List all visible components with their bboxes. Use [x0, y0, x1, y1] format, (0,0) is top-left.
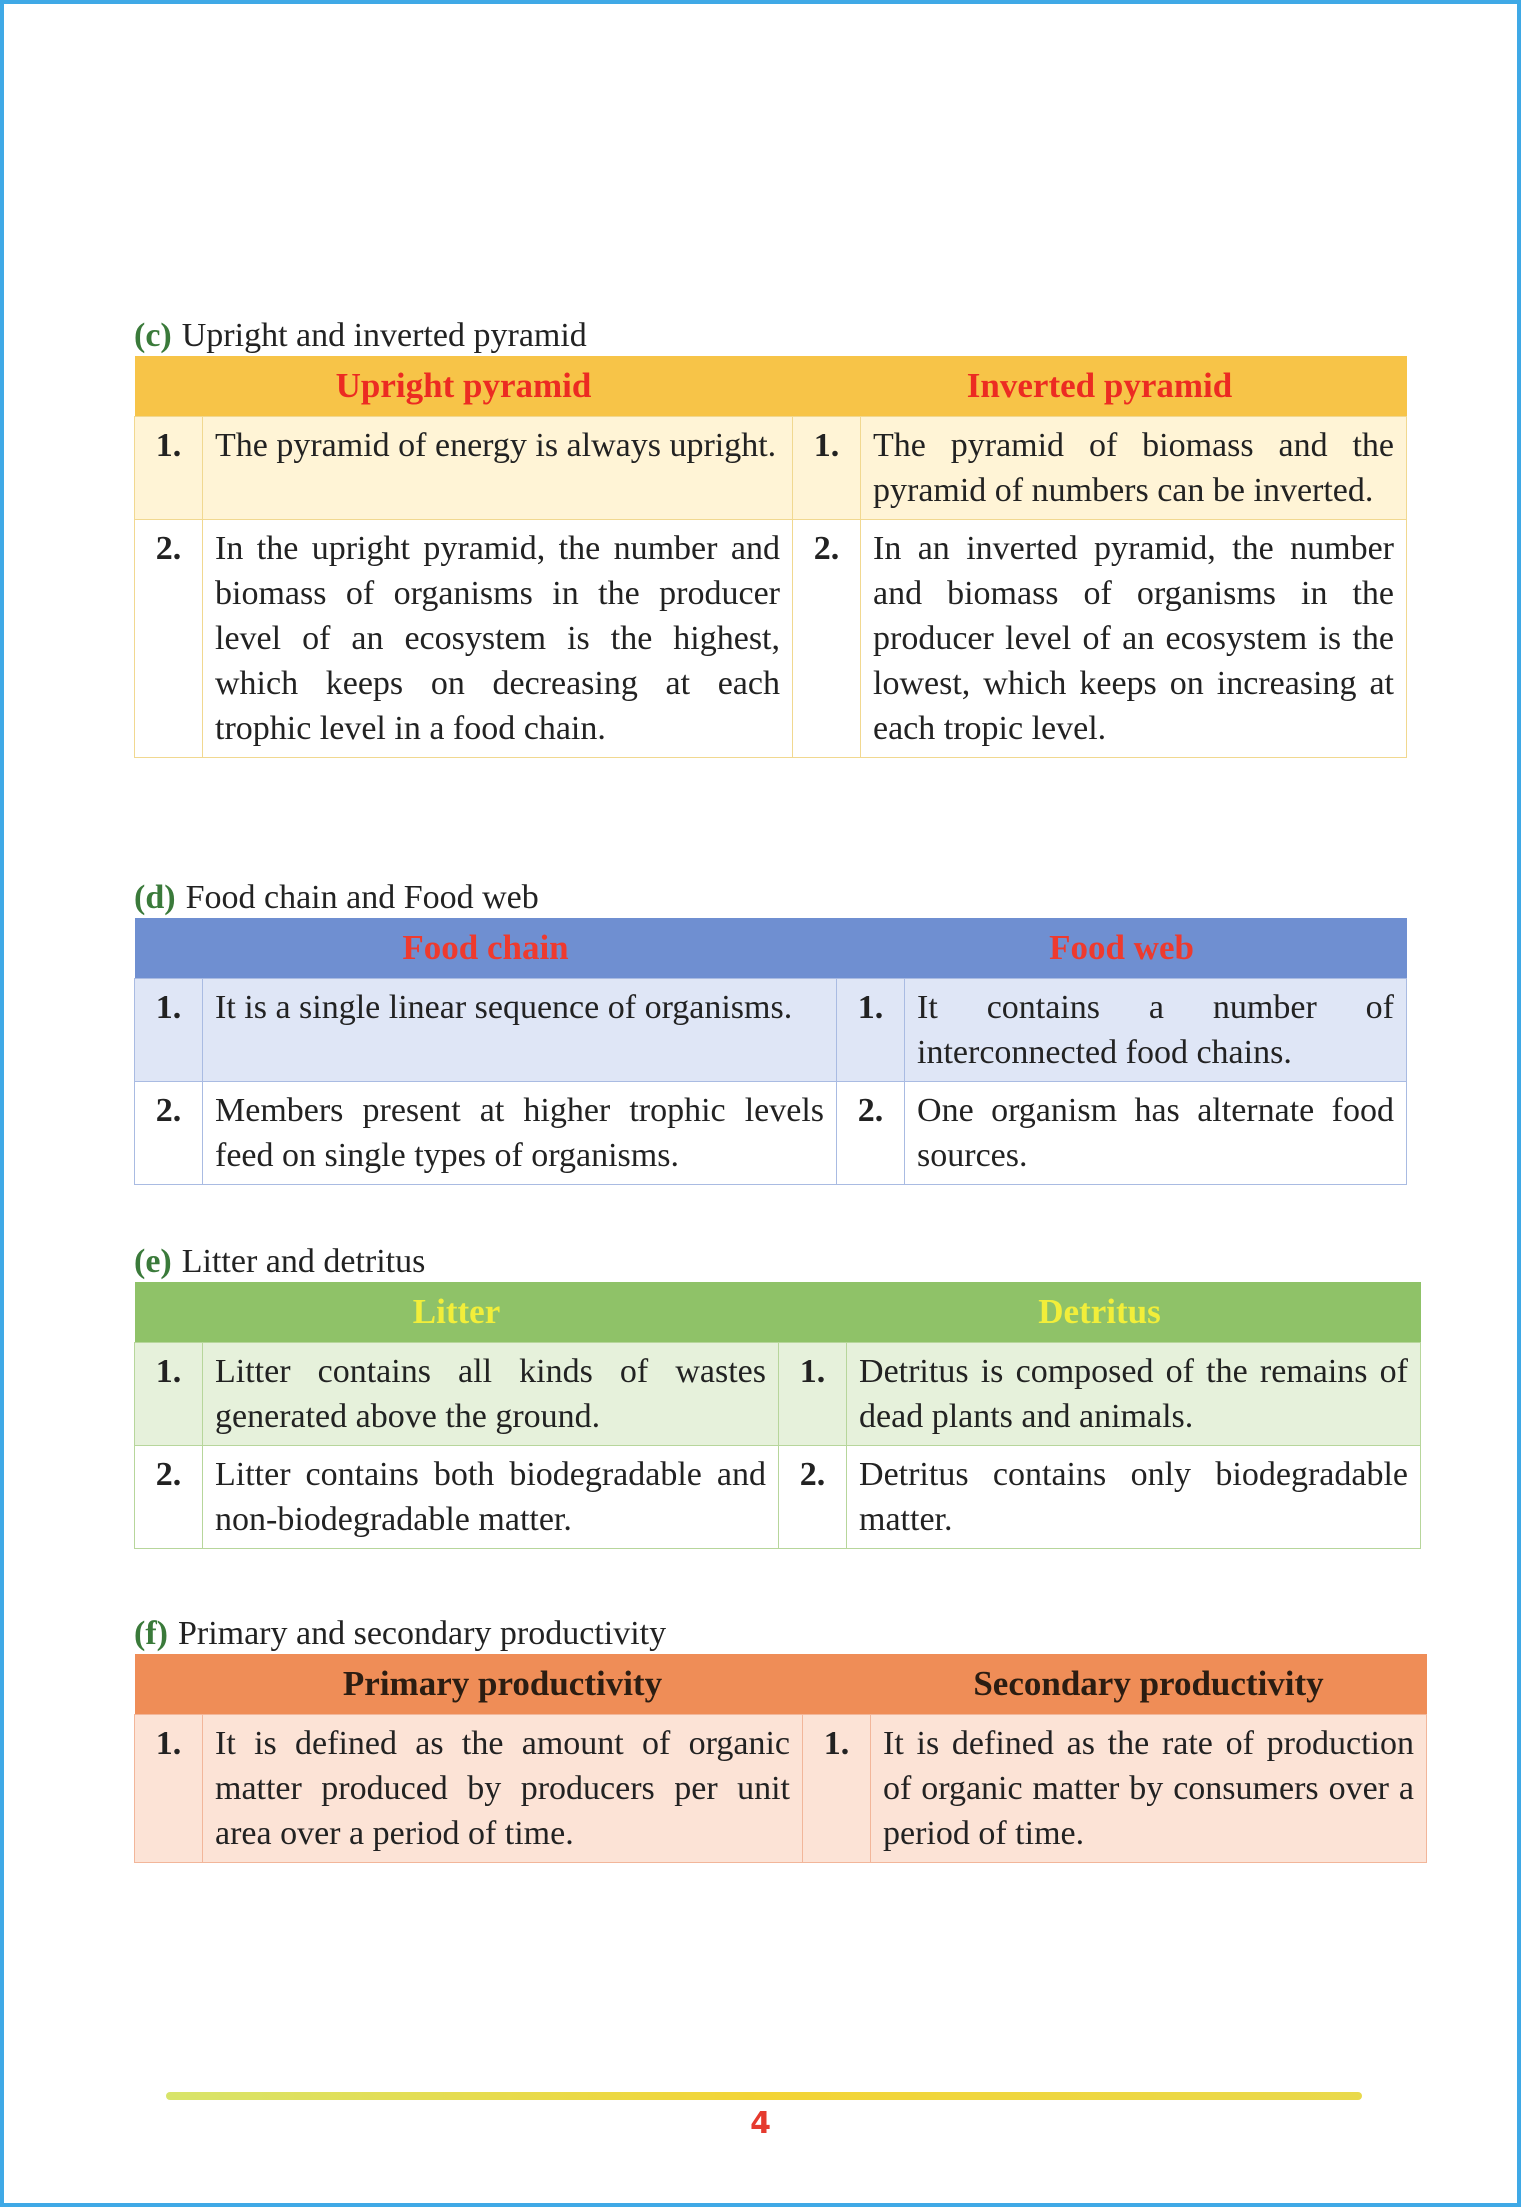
right-column-header: Detritus [779, 1282, 1421, 1343]
litter-detritus-table [134, 1282, 1421, 1549]
table-header-row [135, 356, 1407, 417]
row-number: 2. [837, 1082, 905, 1185]
row-number: 1. [135, 1715, 203, 1863]
upright-inverted-table [134, 356, 1407, 758]
right-cell: One organism has alternate food sources. [905, 1082, 1407, 1185]
right-column-header: Inverted pyramid [793, 356, 1407, 417]
left-cell: It is a single linear sequence of organisms. [203, 979, 837, 1082]
right-cell: It contains a number of interconnected food chains. [905, 979, 1407, 1082]
section-title-text: Food chain and Food web [185, 879, 539, 916]
left-cell: The pyramid of energy is always upright. [203, 417, 793, 520]
row-number: 2. [135, 520, 203, 758]
left-column-header: Primary productivity [203, 1654, 803, 1715]
section-letter: (d) [134, 879, 176, 916]
section-f [134, 1614, 1427, 1863]
row-number: 2. [135, 1082, 203, 1185]
table-row [135, 1446, 1421, 1549]
right-column-header: Secondary productivity [871, 1654, 1427, 1715]
section-c [134, 316, 1407, 758]
row-number: 1. [779, 1343, 847, 1446]
productivity-table [134, 1654, 1427, 1863]
section-letter: (f) [134, 1615, 168, 1652]
row-number: 1. [793, 417, 861, 520]
section-letter: (e) [134, 1243, 172, 1280]
row-number: 1. [135, 417, 203, 520]
table-header-row [135, 1282, 1421, 1343]
table-row [135, 1343, 1421, 1446]
food-chain-web-table [134, 918, 1407, 1185]
section-title-text: Upright and inverted pyramid [181, 317, 587, 354]
section-c-title [134, 316, 1407, 356]
right-cell: In an inverted pyramid, the number and biomass of organisms in the producer level of an ecosystem is the lowest, which keeps on increasing at each tropic level. [861, 520, 1407, 758]
row-number: 1. [135, 979, 203, 1082]
footer-divider [166, 2092, 1362, 2100]
table-row [135, 417, 1407, 520]
row-number: 1. [135, 1343, 203, 1446]
row-number: 2. [793, 520, 861, 758]
section-f-title [134, 1614, 1427, 1654]
left-cell: Litter contains both biodegradable and non-biodegradable matter. [203, 1446, 779, 1549]
section-d [134, 878, 1407, 1185]
left-cell: It is defined as the amount of organic matter produced by producers per unit area over a period of time. [203, 1715, 803, 1863]
right-cell: The pyramid of biomass and the pyramid of numbers can be inverted. [861, 417, 1407, 520]
section-e [134, 1242, 1421, 1549]
left-column-header: Upright pyramid [135, 356, 793, 417]
table-header-row [135, 1654, 1427, 1715]
right-cell: Detritus contains only biodegradable matter. [847, 1446, 1421, 1549]
right-cell: Detritus is composed of the remains of dead plants and animals. [847, 1343, 1421, 1446]
left-cell: Members present at higher trophic levels feed on single types of organisms. [203, 1082, 837, 1185]
right-cell: It is defined as the rate of production of organic matter by consumers over a period of time. [871, 1715, 1427, 1863]
left-cell: Litter contains all kinds of wastes generated above the ground. [203, 1343, 779, 1446]
table-row [135, 520, 1407, 758]
left-column-header: Food chain [135, 918, 837, 979]
row-number: 1. [803, 1715, 871, 1863]
right-column-header: Food web [837, 918, 1407, 979]
left-column-header: Litter [135, 1282, 779, 1343]
section-title-text: Litter and detritus [181, 1243, 426, 1280]
section-letter: (c) [134, 317, 172, 354]
row-number: 2. [779, 1446, 847, 1549]
row-number: 1. [837, 979, 905, 1082]
table-row [135, 979, 1407, 1082]
row-number: 2. [135, 1446, 203, 1549]
table-row [135, 1082, 1407, 1185]
table-row [135, 1715, 1427, 1863]
table-header-row [135, 918, 1407, 979]
section-title-text: Primary and secondary productivity [177, 1615, 667, 1652]
left-cell: In the upright pyramid, the number and biomass of organisms in the producer level of an ecosystem is the highest, which keeps on decreasing at each trophic level in a food chain. [203, 520, 793, 758]
section-e-title [134, 1242, 1421, 1282]
page-number: 4 [750, 2106, 771, 2141]
section-d-title [134, 878, 1407, 918]
